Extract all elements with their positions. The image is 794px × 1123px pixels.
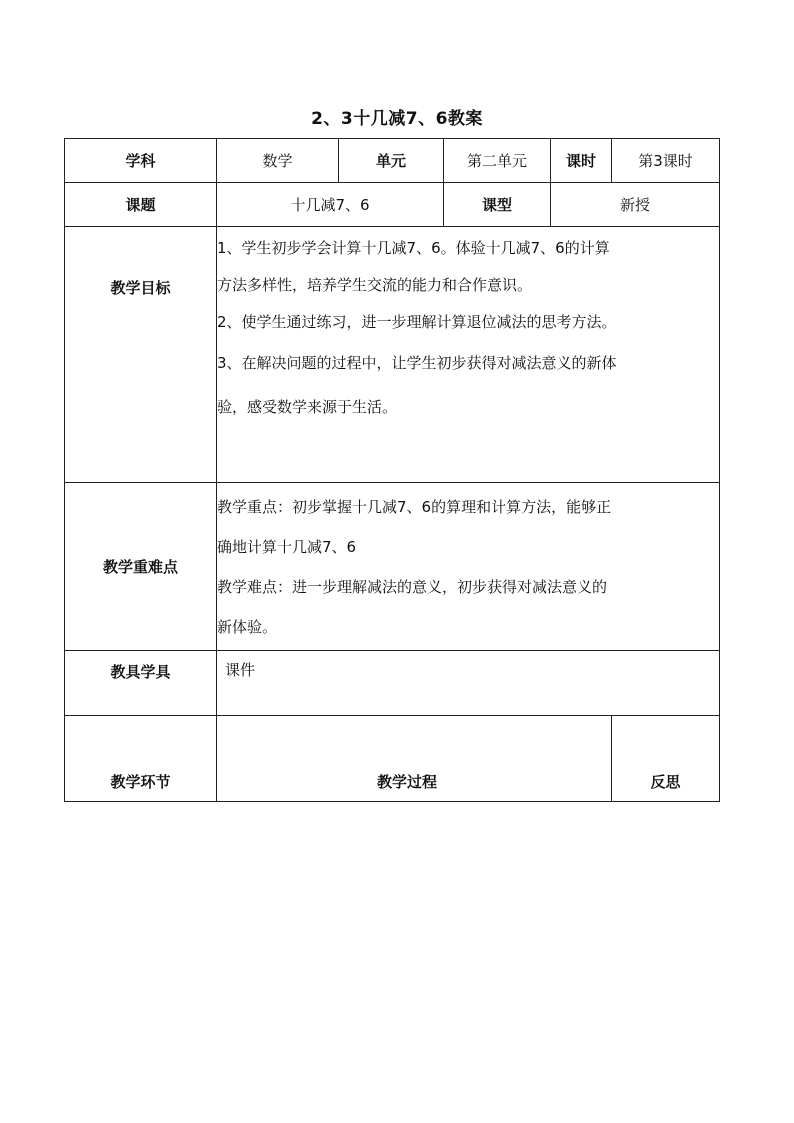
period-value: 第3课时 (612, 139, 720, 183)
objective-line-4: 3、在解决问题的过程中，让学生初步获得对减法意义的新体 (217, 354, 617, 372)
row-topic (65, 183, 720, 227)
unit-label: 单元 (339, 139, 444, 183)
reflection-label: 反思 (612, 716, 720, 802)
row-subject (65, 139, 720, 183)
key-points-label: 教学重难点 (65, 483, 217, 651)
row-objectives (65, 227, 720, 483)
subject-value: 数学 (217, 139, 339, 183)
row-process-header (65, 716, 720, 802)
objective-line-3: 2、使学生通过练习，进一步理解计算退位减法的思考方法。 (217, 313, 617, 331)
row-key-points (65, 483, 720, 651)
objective-line-5: 验，感受数学来源于生活。 (217, 398, 398, 416)
key-point-line-1: 教学重点：初步掌握十几减7、6的算理和计算方法，能够正 (217, 497, 612, 516)
row-tools (65, 651, 720, 716)
unit-value: 第二单元 (444, 139, 551, 183)
key-point-line-4: 新体验。 (217, 617, 278, 636)
objectives-label: 教学目标 (65, 227, 217, 483)
period-label: 课时 (551, 139, 612, 183)
type-label: 课型 (444, 183, 551, 227)
lesson-plan-table (64, 138, 720, 802)
key-point-line-2: 确地计算十几减7、6 (217, 537, 357, 556)
objective-line-1: 1、学生初步学会计算十几减7、6。体验十几减7、6的计算 (217, 239, 610, 257)
key-point-line-3: 教学难点：进一步理解减法的意义，初步获得对减法意义的 (217, 577, 608, 596)
page-title: 2、3十几减7、6教案 (311, 109, 483, 129)
objectives-content (217, 227, 720, 483)
topic-label: 课题 (65, 183, 217, 227)
key-points-content (217, 483, 720, 651)
type-value: 新授 (551, 183, 720, 227)
process-label: 教学过程 (217, 716, 612, 802)
topic-value: 十几减7、6 (217, 183, 444, 227)
tools-value: 课件 (217, 651, 720, 716)
subject-label: 学科 (65, 139, 217, 183)
stage-label: 教学环节 (65, 716, 217, 802)
tools-label: 教具学具 (65, 651, 217, 716)
objective-line-2: 方法多样性，培养学生交流的能力和合作意识。 (217, 276, 533, 294)
